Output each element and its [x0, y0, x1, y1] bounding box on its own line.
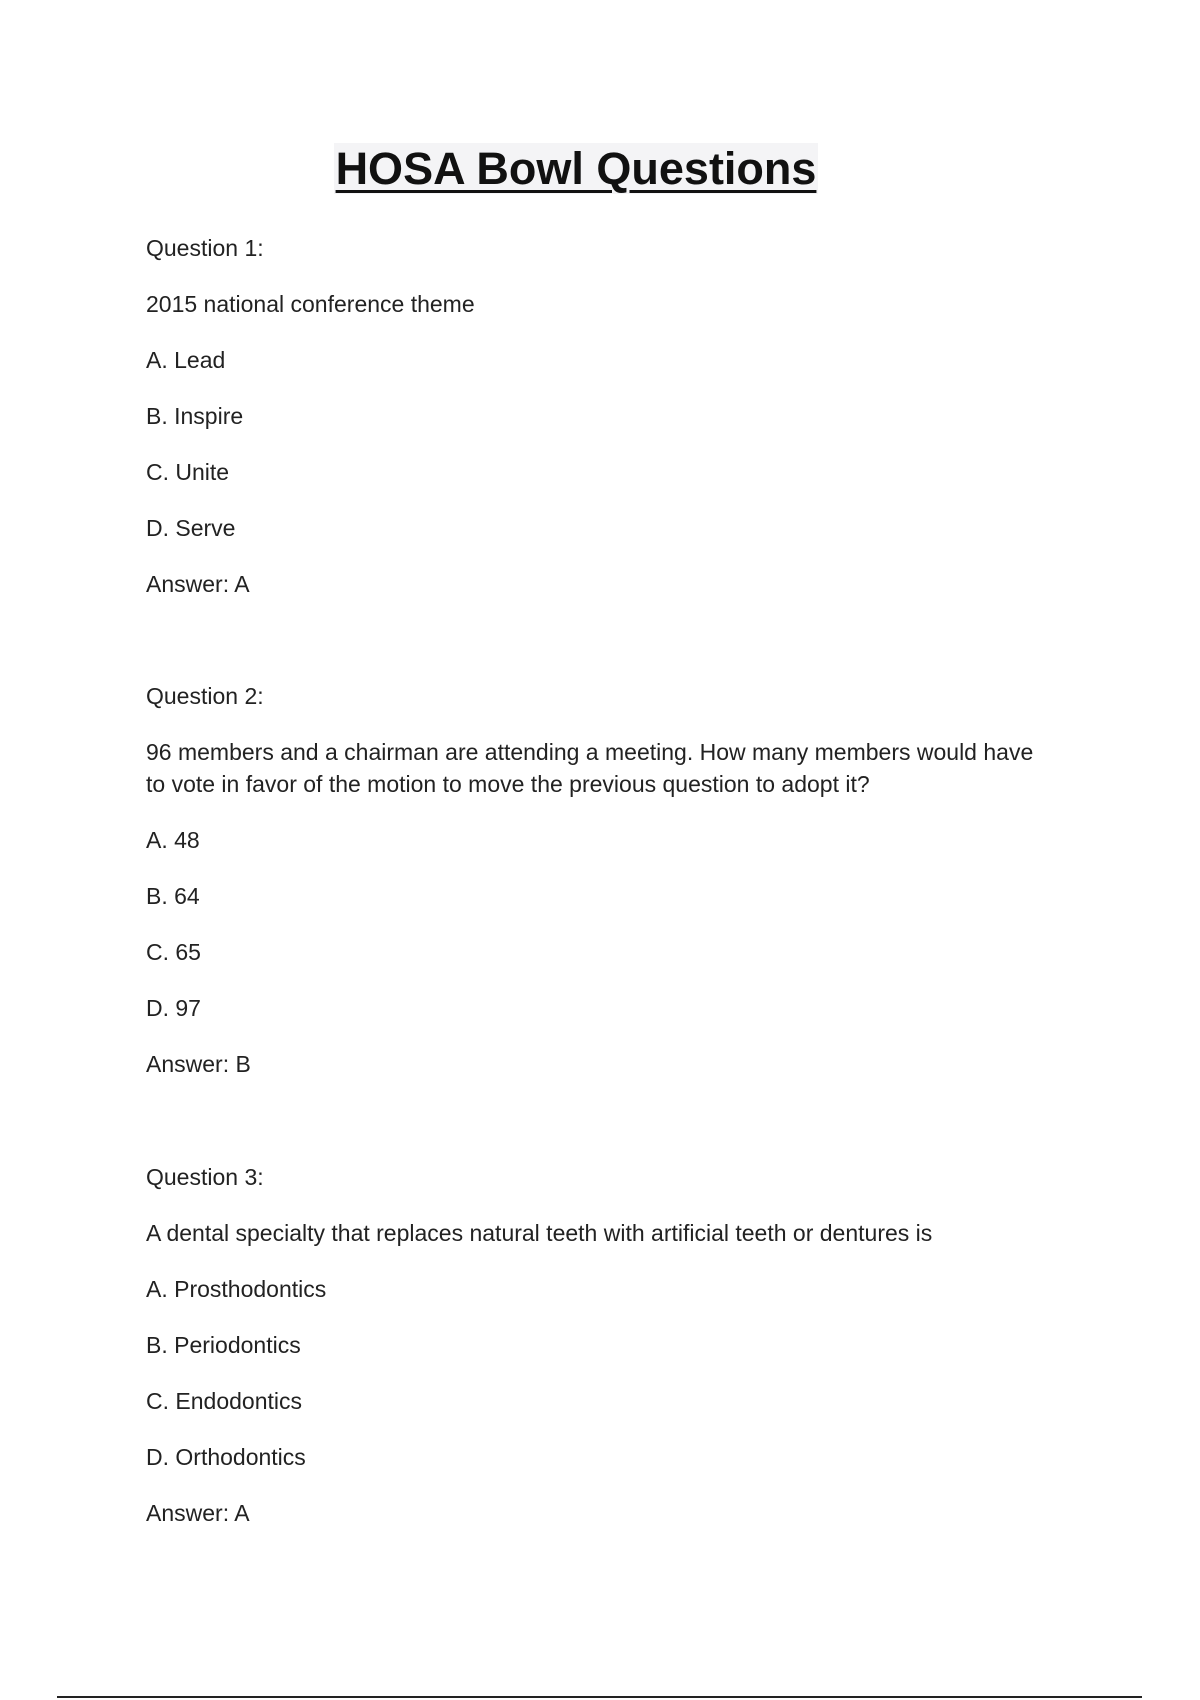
option-d: D. Serve — [146, 515, 236, 541]
option-a: A. Prosthodontics — [146, 1276, 327, 1302]
option-c: C. 65 — [146, 939, 201, 965]
question-1 — [146, 232, 1046, 600]
question-3 — [146, 1161, 1046, 1529]
option-b: B. Periodontics — [146, 1332, 301, 1358]
questions-list — [146, 232, 1046, 1529]
answer-text: Answer: B — [146, 1051, 251, 1077]
option-b: B. Inspire — [146, 403, 244, 429]
question-text: 96 members and a chairman are attending a meeting. How many members would have to vote in favor of the motion to move the previous question to adopt it? — [146, 739, 1034, 797]
question-heading: Question 2: — [146, 683, 264, 709]
answer-text: Answer: A — [146, 1500, 250, 1526]
question-text: A dental specialty that replaces natural teeth with artificial teeth or dentures is — [146, 1220, 933, 1246]
question-heading: Question 1: — [146, 235, 264, 261]
option-d: D. Orthodontics — [146, 1444, 306, 1470]
option-a: A. Lead — [146, 347, 226, 373]
question-spacer — [146, 600, 1046, 680]
answer-text: Answer: A — [146, 571, 250, 597]
page-title — [0, 143, 1152, 195]
option-b: B. 64 — [146, 883, 200, 909]
page-title-text: HOSA Bowl Questions — [335, 143, 817, 194]
question-heading: Question 3: — [146, 1164, 264, 1190]
question-2 — [146, 680, 1046, 1080]
question-text: 2015 national conference theme — [146, 291, 475, 317]
option-c: C. Endodontics — [146, 1388, 302, 1414]
option-d: D. 97 — [146, 995, 201, 1021]
question-spacer — [146, 1080, 1046, 1161]
footer-divider — [57, 1696, 1142, 1698]
option-a: A. 48 — [146, 827, 200, 853]
option-c: C. Unite — [146, 459, 230, 485]
